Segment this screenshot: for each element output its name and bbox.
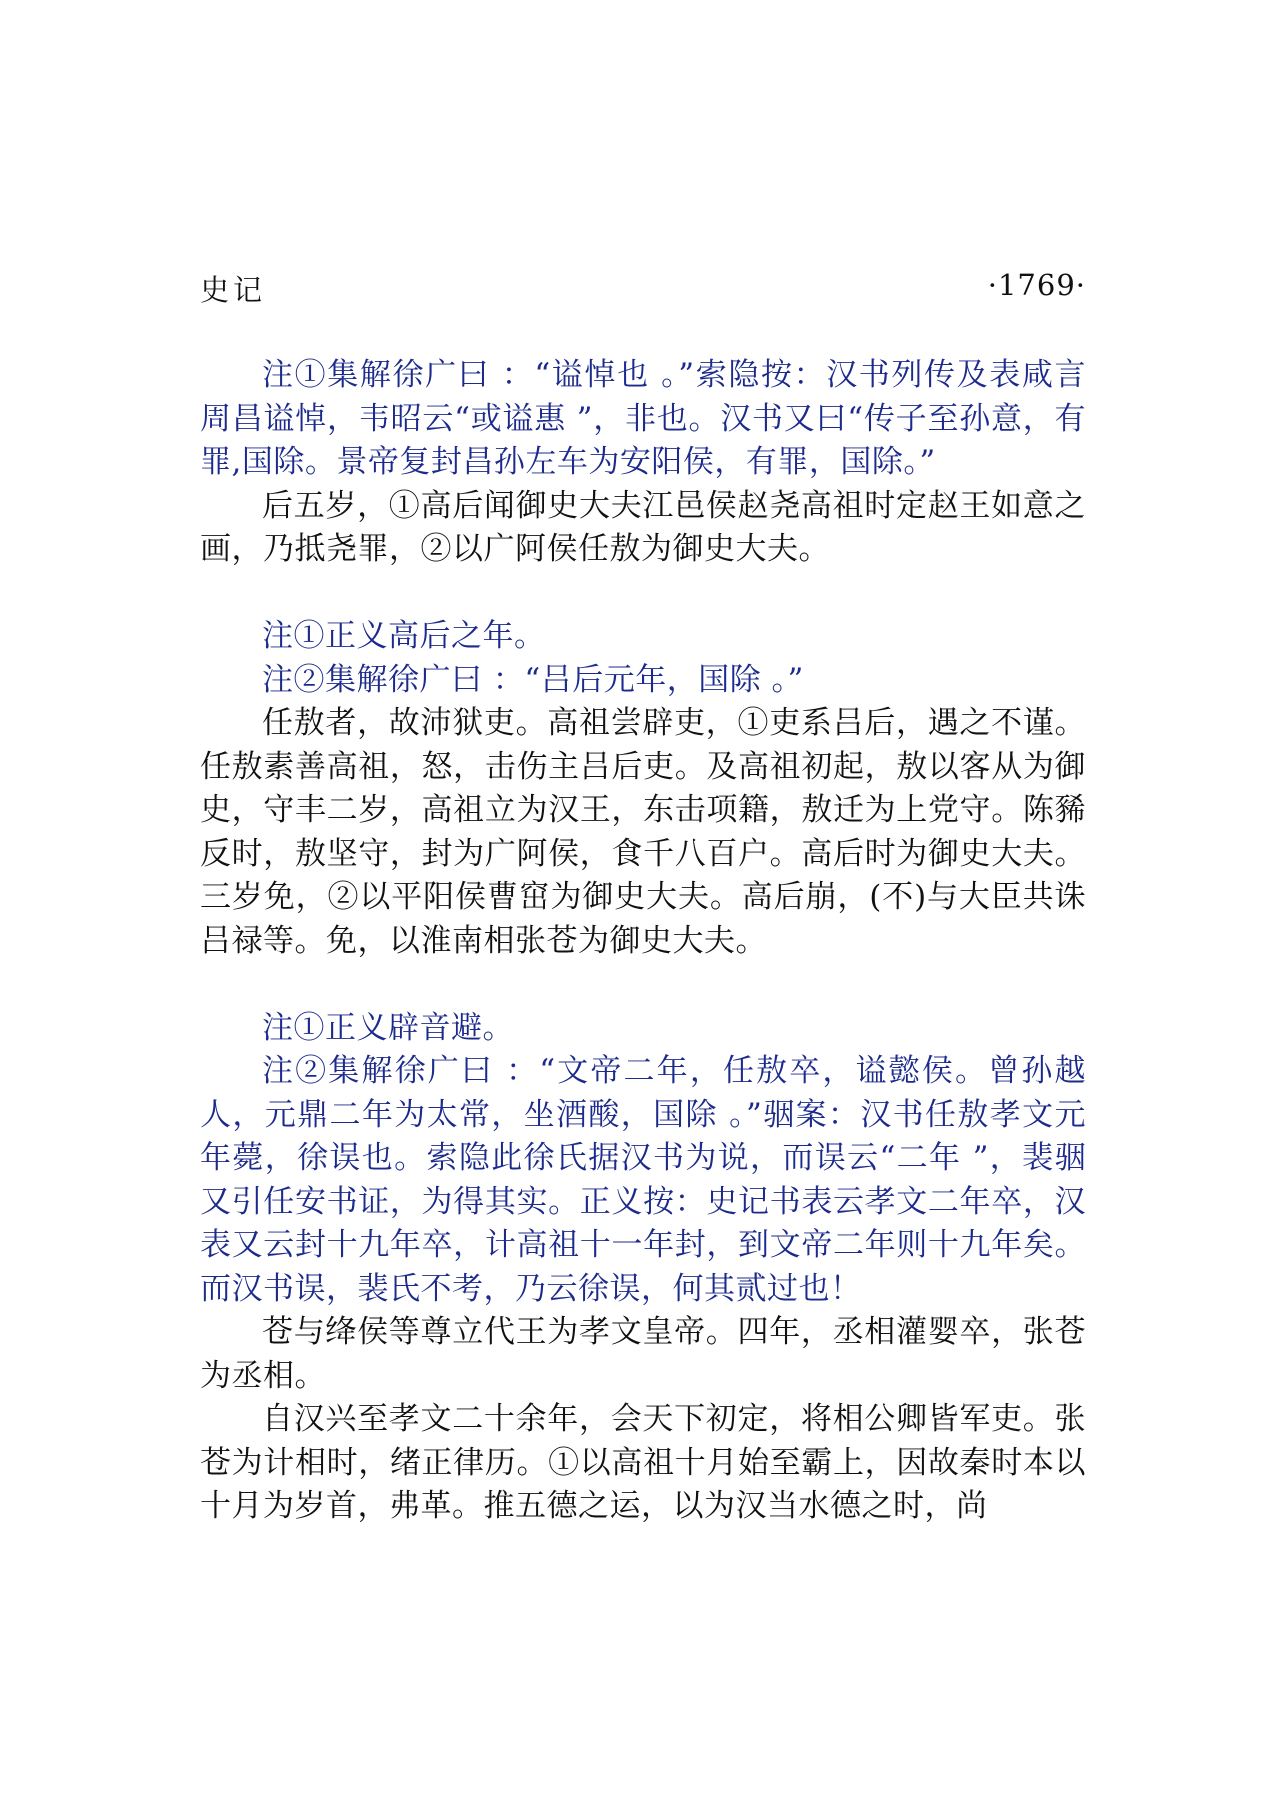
book-title: 史记 [200,273,267,307]
annotation-paragraph: 注②集解徐广曰 ：“吕后元年，国除 。” [262,661,804,698]
paragraph-gap [200,963,1086,1007]
annotation-paragraph: 注①正义辟音避。 [262,1009,514,1046]
main-text-paragraph: 任敖者，故沛狱吏。高祖尝辟吏，①吏系吕后，遇之不谨。任敖素善高祖，怒，击伤主吕后吏。及高祖初起，敖以客从为御史，守丰二岁，高祖立为汉王，东击项籍，敖迁为上党守。陈豨反时，敖坚守，封为广阿侯，食千八百户。高后时为御史大夫。三岁免，②以平阳侯曹窋为御史大夫。高后崩，(不)与大臣共诛吕禄等。免，以淮南相张苍为御史大夫。 [200,705,1086,959]
main-text-paragraph: 后五岁，①高后闻御史大夫江邑侯赵尧高祖时定赵王如意之画，乃抵尧罪，②以广阿侯任敖为御史大夫。 [200,487,1086,567]
main-text-paragraph: 自汉兴至孝文二十余年，会天下初定，将相公卿皆军吏。张苍为计相时，绪正律历。①以高祖十月始至霸上，因故秦时本以十月为岁首，弗革。推五德之运，以为汉当水德之时，尚 [200,1401,1086,1524]
main-text-paragraph: 苍与绛侯等尊立代王为孝文皇帝。四年，丞相灌婴卒，张苍为丞相。 [200,1314,1086,1394]
annotation-paragraph: 注①集解徐广曰 ：“谥悼也 。”索隐按：汉书列传及表咸言周昌谥悼，韦昭云“或谥惠 ”，非也。汉书又曰“传子至孙意，有罪,国除。景帝复封昌孙左车为安阳侯，有罪，国除。” [200,357,1086,480]
page-number: ·1769· [987,268,1086,302]
annotation-paragraph: 注②集解徐广曰 ：“文帝二年，任敖卒，谥懿侯。曾孙越人，元鼎二年为太常，坐酒酸，国除 。”骃案：汉书任敖孝文元年薨，徐误也。索隐此徐氏据汉书为说，而误云“二年 ”，裴骃又引任安书证，为得其实。正义按：史记书表云孝文二年卒，汉表又云封十九年卒，计高祖十一年封，到文帝二年则十九年矣。而汉书误，裴氏不考，乃云徐误，何其贰过也！ [200,1053,1086,1307]
paragraph-gap [200,572,1086,616]
annotation-paragraph: 注①正义高后之年。 [262,618,546,654]
body-text [200,354,1086,1529]
page-header [200,268,1086,312]
